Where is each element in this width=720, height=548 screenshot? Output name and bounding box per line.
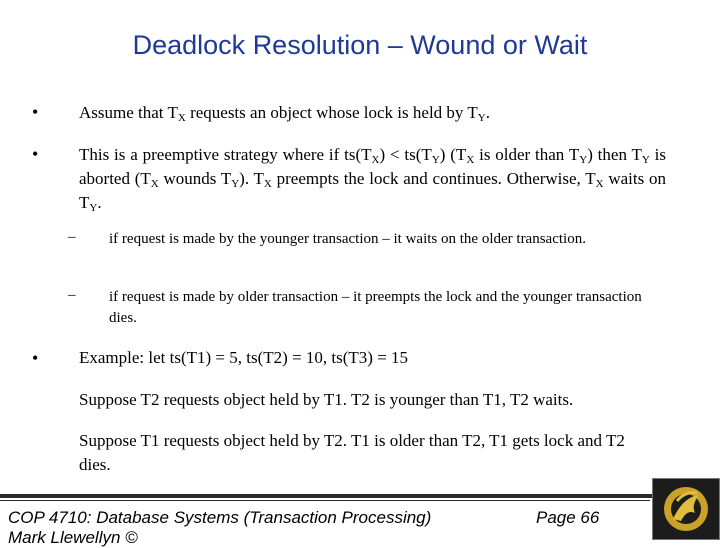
subscript: Y <box>579 154 588 166</box>
subscript: Y <box>431 154 440 166</box>
bullet-marker: • <box>32 348 39 368</box>
text-segment: wounds T <box>158 169 232 188</box>
footer-page-number: Page 66 <box>536 508 600 527</box>
subscript: Y <box>477 112 486 124</box>
text-segment: ). T <box>239 169 264 188</box>
ucf-pegasus-logo-icon <box>652 478 720 540</box>
subscript: Y <box>641 154 650 166</box>
subscript: X <box>371 154 380 166</box>
example-suppose-1: Suppose T2 requests object held by T1. T2 is younger than T1, T2 waits. <box>79 390 574 409</box>
bullet-assume <box>79 101 666 125</box>
text-segment: ) (T <box>439 145 467 164</box>
subscript: X <box>595 178 604 190</box>
example-suppose-2: Suppose T1 requests object held by T2. T1 is older than T2, T1 gets lock and T2 dies. <box>79 431 625 474</box>
text-segment: is aborted (T <box>79 145 667 188</box>
subscript: Y <box>231 178 240 190</box>
text-segment: is older than T <box>474 145 580 164</box>
subscript: X <box>263 178 272 190</box>
footer-course: COP 4710: Database Systems (Transaction Processing) <box>8 508 432 527</box>
text-segment: waits on T <box>79 169 666 212</box>
dash-marker: – <box>68 229 76 245</box>
text-segment: preempts the lock and continues. Otherwise, T <box>271 169 596 188</box>
footer-author: Mark Llewellyn © <box>8 528 138 547</box>
dash-marker: – <box>68 287 76 303</box>
text-segment: ) < ts(T <box>379 145 432 164</box>
text-segment: Assume that T <box>79 103 178 122</box>
footer-rule <box>0 500 650 501</box>
subscript: X <box>177 112 186 124</box>
sub-bullet-older: if request is made by older transaction – it preempts the lock and the younger transaction dies. <box>109 289 642 326</box>
text-segment: ) then T <box>587 145 642 164</box>
sub-bullet-younger: if request is made by the younger transaction – it waits on the older transaction. <box>109 231 586 247</box>
bullet-example: Example: let ts(T1) = 5, ts(T2) = 10, ts(T3) = 15 <box>79 348 409 367</box>
bullet-marker: • <box>32 144 39 164</box>
footer-bar <box>0 494 720 498</box>
text-segment: . <box>97 193 102 212</box>
text-segment: This is a preemptive strategy where if ts(T <box>79 145 372 164</box>
bullet-marker: • <box>32 102 39 122</box>
subscript: X <box>466 154 475 166</box>
text-segment: . <box>485 103 490 122</box>
text-segment: requests an object whose lock is held by T <box>185 103 478 122</box>
subscript: Y <box>89 202 98 214</box>
bullet-strategy <box>79 143 666 215</box>
subscript: X <box>150 178 159 190</box>
slide-title: Deadlock Resolution – Wound or Wait <box>132 30 588 60</box>
